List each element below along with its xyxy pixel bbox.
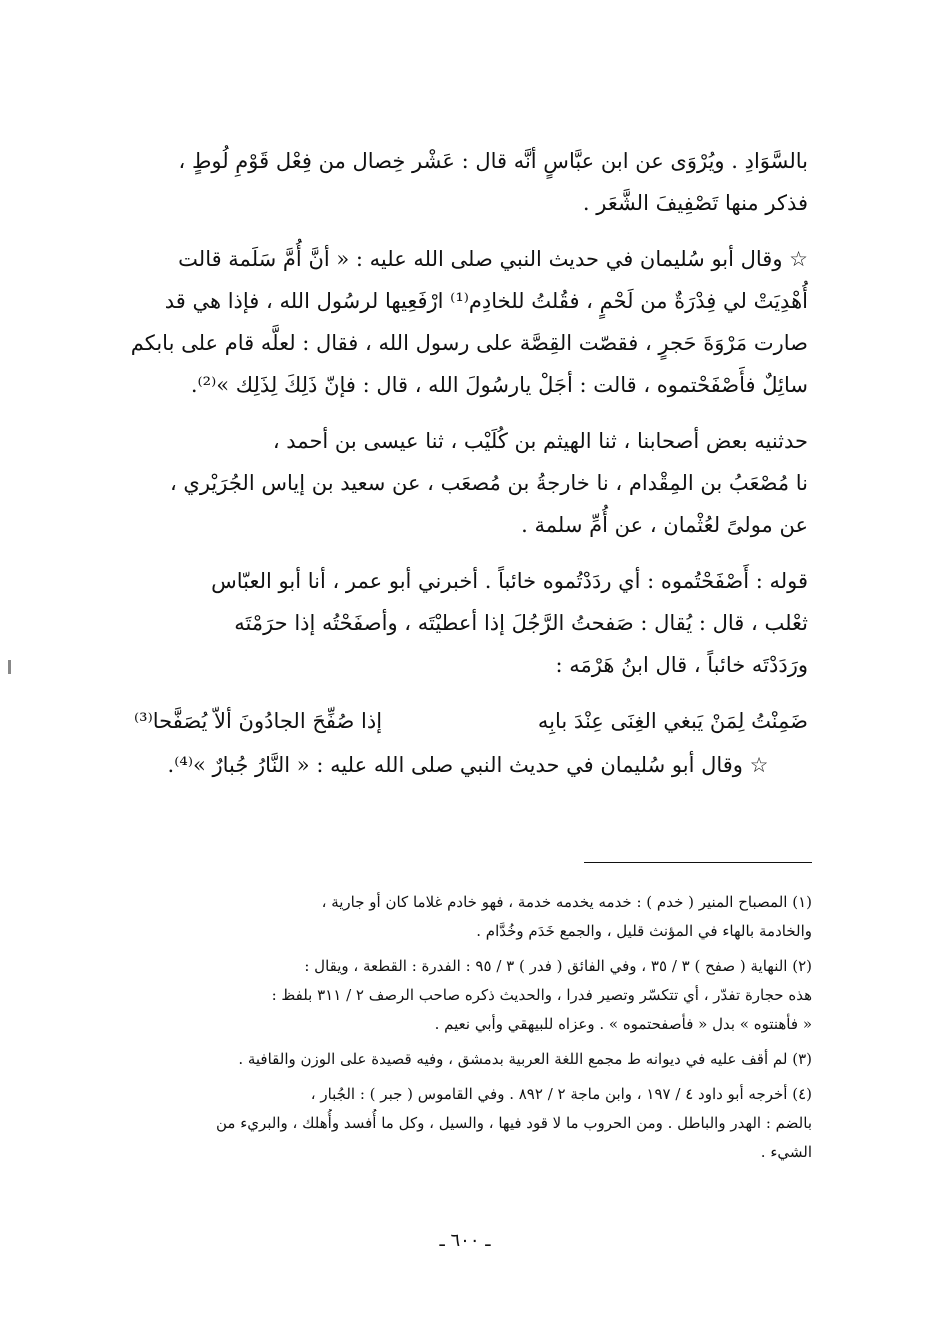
footnote-3 <box>128 1045 812 1074</box>
footnotes <box>128 888 812 1173</box>
footnote-2 <box>128 952 812 1039</box>
scan-edge-mark <box>8 660 11 674</box>
text-line: ورَدَدْتَه خائباً ، قال ابنُ هَرْمَه : <box>555 653 808 677</box>
footnote-line: (١) المصباح المنير ( خدم ) : خدمه يخدمه خدمة ، فهو خادم غلاما كان أو جارية ، <box>321 893 812 911</box>
footnote-line: (٢) النهاية ( صفح ) ٣ / ٣٥ ، وفي الفائق ( فدر ) ٣ / ٩٥ : الفدرة : القطعة ، ويقال : <box>304 957 812 975</box>
text-line: حدثنيه بعض أصحابنا ، ثنا الهيثم بن كُلَيْب ، ثنا عيسى بن أحمد ، <box>272 429 808 453</box>
text-line: ☆ وقال أبو سُليمان في حديث النبي صلى الله عليه : « أنَّ أُمَّ سَلَمة قالت <box>178 247 808 271</box>
text-line: ثعْلب ، قال : يُقال : صَفحتُ الرَّجُلَ إذا أعطيْتَه ، وأصفَحْتُه إذا حرَمْتَه <box>234 611 808 635</box>
verse-first-hemistich: ضَمِنْتُ لِمَنْ يَبغي الغِنَى عِنْدَ بابِه <box>537 709 808 733</box>
page-number: ـ ٦٠٠ ـ <box>439 1230 491 1251</box>
text-line: سائِلٌ فأَصْفَحْتموه ، قالت : أجَلْ يارسُولَ الله ، قال : فإنّ ذَلِكَ لِذَلِك »⁽²⁾. <box>190 373 808 397</box>
text-line: أُهْدِيَتْ لي فِدْرَةٌ من لَحْمٍ ، فقُلتُ للخادِم⁽¹⁾ ارْفَعِيها لرسُول الله ، فإذا هي قد <box>164 289 808 313</box>
text-line: بالسَّوَادِ . ويُرْوَى عن ابن عبَّاسٍ أنَّه قال : عَشْر خِصال من فِعْل قَوْمِ لُوطٍ ، <box>178 149 808 173</box>
paragraph-2 <box>128 238 808 406</box>
main-text <box>128 140 808 800</box>
footnote-line: (٣) لم أقف عليه في ديوانه ط مجمع اللغة العربية بدمشق ، وفيه قصيدة على الوزن والقافية . <box>238 1050 812 1068</box>
paragraph-1 <box>128 140 808 224</box>
text-line: فذكر منها تَصْفِيفَ الشَّعَر . <box>582 191 808 215</box>
paragraph-3 <box>128 420 808 546</box>
verse-second-hemistich: إذا صُفِّحَ الجادُونَ ألاّ يُصَفَّحا⁽³⁾ <box>134 709 383 733</box>
paragraph-5 <box>128 744 808 786</box>
footnote-line: هذه حجارة تفدّر ، أي تتكسّر وتصير فدرا ، والحديث ذكره صاحب الرصف ٢ / ٣١١ بلفظ : <box>271 986 812 1004</box>
footnote-line: والخادمة بالهاء في المؤنث قليل ، والجمع خَدَم وخُدَّام . <box>476 922 812 940</box>
footnote-separator <box>584 862 812 863</box>
text-line: نا مُصْعَبُ بن المِقْدام ، نا خارجةُ بن مُصعَب ، عن سعيد بن إياس الجُرَيْري ، <box>169 471 808 495</box>
footnote-line: (٤) أخرجه أبو داود ٤ / ١٩٧ ، وابن ماجة ٢ / ٨٩٢ . وفي القاموس ( جبر ) : الجُبار ، <box>310 1085 812 1103</box>
footnote-4 <box>128 1080 812 1167</box>
paragraph-4 <box>128 560 808 686</box>
poetry-verse <box>128 700 808 742</box>
text-line: قوله : أَصْفَحْتُموه : أي ردَدْتُموه خائباً . أخبرني أبو عمر ، أنا أبو العبّاس <box>211 569 808 593</box>
text-line: عن مولىً لعُثْمان ، عن أُمِّ سلمة . <box>521 513 808 537</box>
footnote-line: بالضم : الهدر والباطل . ومن الحروب ما لا قود فيها ، والسيل ، وكل ما أُفسد وأُهلك ، والبريء من <box>215 1114 812 1132</box>
footnote-line: « فأهنتوه » بدل « فأصفحتموه » . وعزاه للبيهقي وأبي نعيم . <box>434 1015 812 1033</box>
text-line: ☆ وقال أبو سُليمان في حديث النبي صلى الله عليه : « النَّارُ جُبارٌ »⁽⁴⁾. <box>167 753 769 777</box>
footnote-1 <box>128 888 812 946</box>
text-line: صارت مَرْوَةَ حَجرٍ ، فقصّت القِصَّة على رسول الله ، فقال : لعلَّه قام على بابكم <box>130 331 808 355</box>
footnote-line: الشيء . <box>760 1143 812 1161</box>
